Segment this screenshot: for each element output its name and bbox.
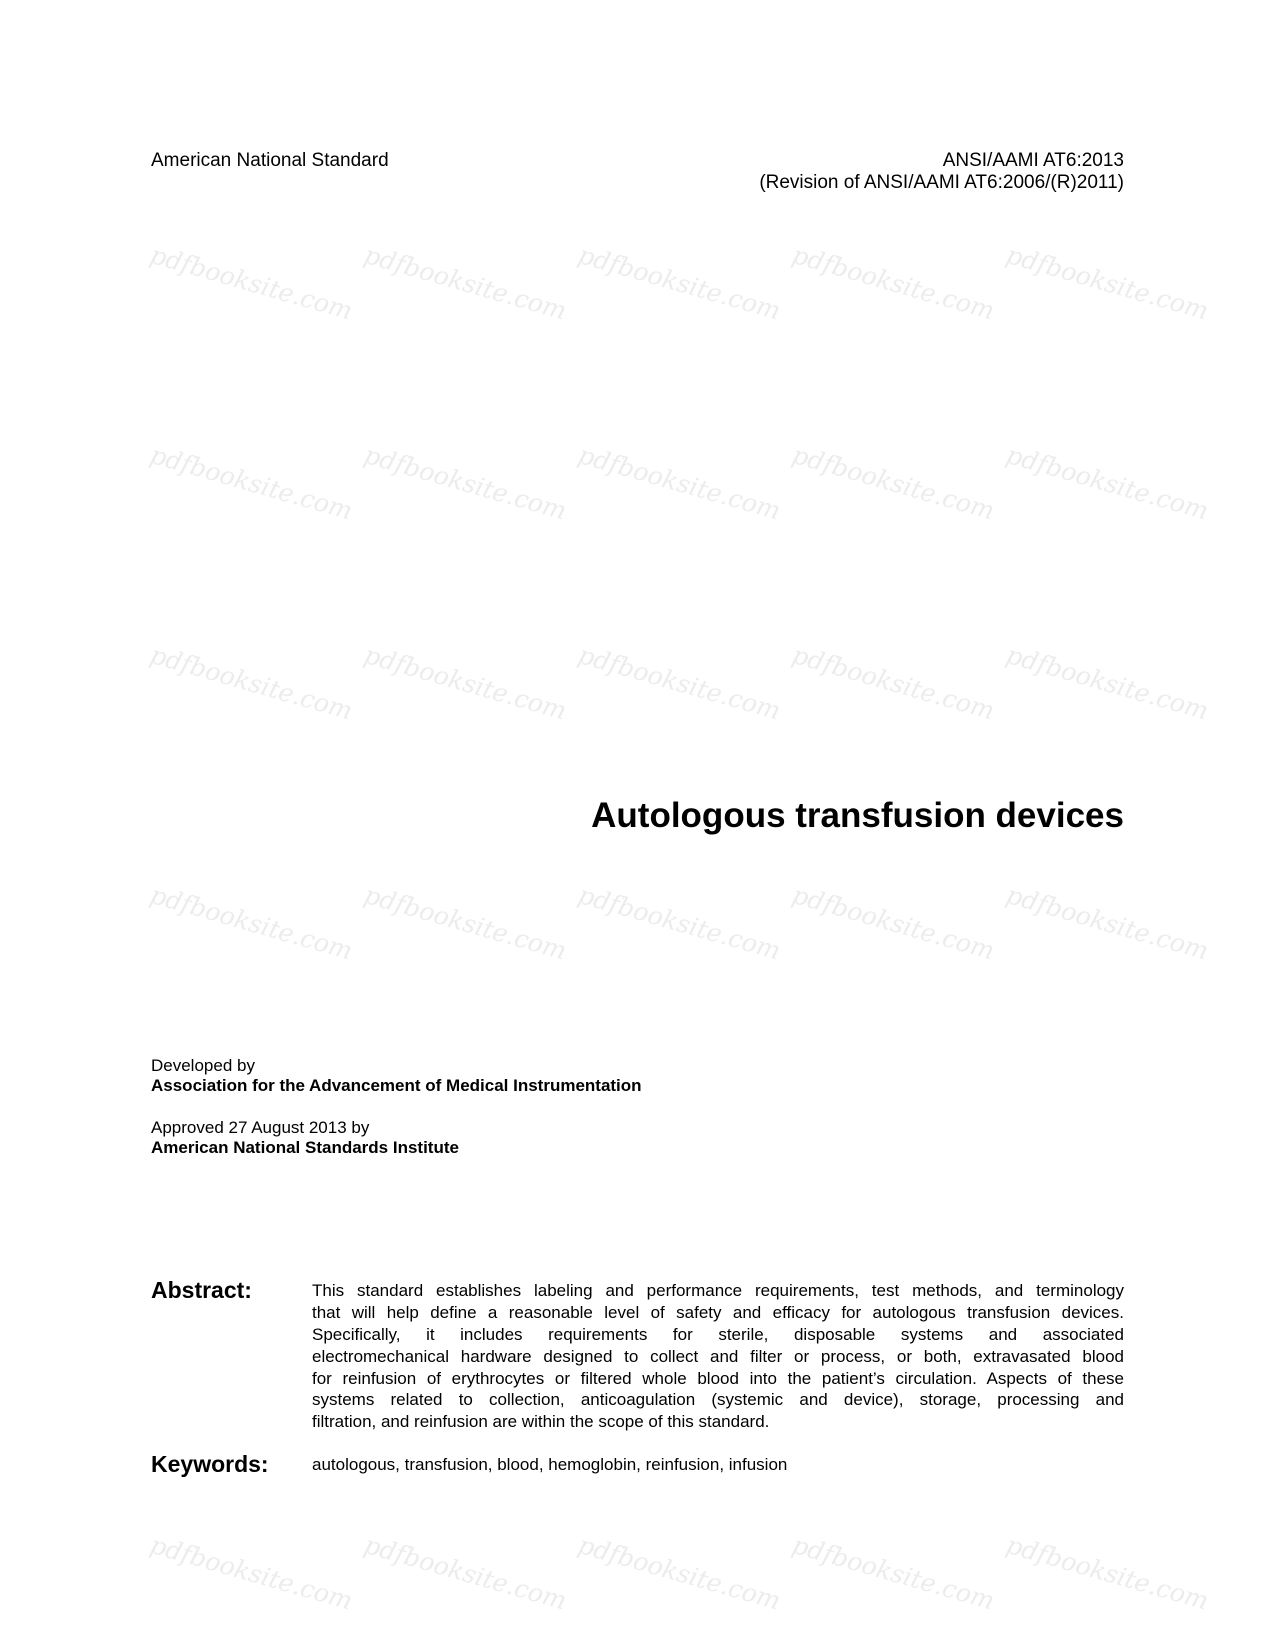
watermark-text: pdfbooksite.com [361,640,570,726]
watermark-text: pdfbooksite.com [789,240,998,326]
approver-org: American National Standards Institute [151,1138,459,1157]
watermark-text: pdfbooksite.com [789,640,998,726]
watermark-text: pdfbooksite.com [147,240,356,326]
watermark-text: pdfbooksite.com [361,440,570,526]
watermark-text: pdfbooksite.com [575,1530,784,1616]
watermark-text: pdfbooksite.com [361,880,570,966]
keywords-label: Keywords: [151,1451,269,1477]
abstract-line: for reinfusion of erythrocytes or filtered whole blood into the patient’s circulation. Aspects of these [312,1368,1124,1388]
watermark-text: pdfbooksite.com [361,1530,570,1616]
abstract-line: that will help define a reasonable level of safety and efficacy for autologous transfusion devices. [312,1302,1124,1322]
developed-by-label: Developed by [151,1056,255,1075]
document-title: Autologous transfusion devices [591,796,1124,835]
abstract-line: filtration, and reinfusion are within the scope of this standard. [312,1412,770,1432]
abstract-line: This standard establishes labeling and performance requirements, test methods, and terminology [312,1281,1124,1300]
abstract-text [312,1280,1124,1433]
abstract-line: Specifically, it includes requirements for sterile, disposable systems and associated [312,1324,1124,1344]
watermark-text: pdfbooksite.com [147,640,356,726]
watermark-text: pdfbooksite.com [575,880,784,966]
standard-type: American National Standard [151,150,389,171]
standard-designation: ANSI/AAMI AT6:2013 [942,150,1124,171]
watermark-text: pdfbooksite.com [789,1530,998,1616]
developer-org: Association for the Advancement of Medical Instrumentation [151,1076,642,1095]
watermark-text: pdfbooksite.com [575,240,784,326]
watermark-text: pdfbooksite.com [1003,640,1212,726]
keywords-text: autologous, transfusion, blood, hemoglobin, reinfusion, infusion [312,1455,788,1474]
watermark-text: pdfbooksite.com [575,440,784,526]
watermark-text: pdfbooksite.com [147,880,356,966]
abstract-line: systems related to collection, anticoagulation (systemic and device), storage, processing and [312,1390,1124,1410]
abstract-label: Abstract: [151,1277,252,1303]
revision-note: (Revision of ANSI/AAMI AT6:2006/(R)2011) [759,172,1124,193]
watermark-text: pdfbooksite.com [147,440,356,526]
watermark-text: pdfbooksite.com [361,240,570,326]
abstract-line: electromechanical hardware designed to collect and filter or process, or both, extravasated blood [312,1346,1124,1366]
watermark-text: pdfbooksite.com [147,1530,356,1616]
watermark-text: pdfbooksite.com [1003,240,1212,326]
approved-label: Approved 27 August 2013 by [151,1118,370,1137]
watermark-text: pdfbooksite.com [1003,1530,1212,1616]
watermark-text: pdfbooksite.com [789,440,998,526]
watermark-text: pdfbooksite.com [575,640,784,726]
watermark-text: pdfbooksite.com [1003,440,1212,526]
watermark-text: pdfbooksite.com [1003,880,1212,966]
watermark-text: pdfbooksite.com [789,880,998,966]
